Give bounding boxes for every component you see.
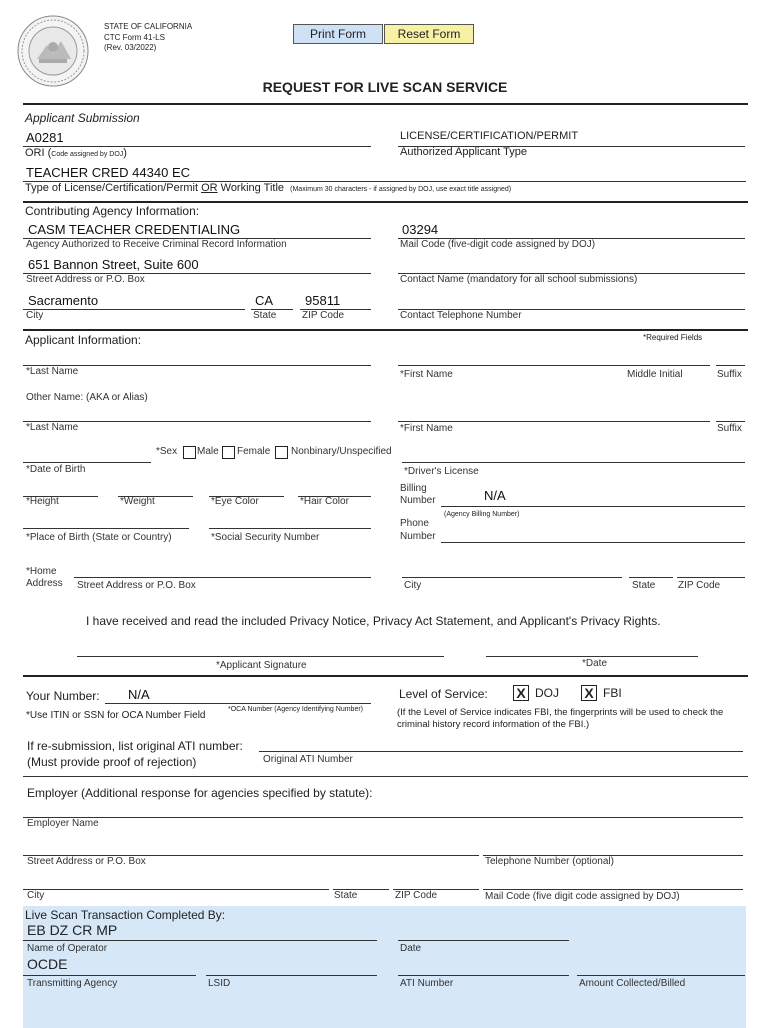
operator-name-line bbox=[23, 940, 377, 941]
signature-label: *Applicant Signature bbox=[216, 660, 307, 671]
agency-value[interactable]: CASM TEACHER CREDENTIALING bbox=[28, 222, 241, 237]
state-name: STATE OF CALIFORNIA bbox=[104, 22, 193, 31]
fbi-note-line2: criminal history record information of the FBI.) bbox=[397, 719, 590, 730]
dob-line[interactable] bbox=[23, 462, 151, 463]
height-label: *Height bbox=[26, 496, 59, 507]
ori-value[interactable]: A0281 bbox=[26, 130, 64, 145]
license-title-label: Type of License/Certification/Permit OR Working Title (Maximum 30 characters - if assigned by DOJ, use exact title assigned) bbox=[25, 182, 512, 194]
city-label: City bbox=[26, 310, 44, 321]
mail-code-label: Mail Code (five-digit code assigned by DOJ) bbox=[400, 239, 596, 250]
operator-name-value[interactable]: EB DZ CR MP bbox=[27, 922, 118, 938]
doj-label: DOJ bbox=[535, 686, 559, 700]
employer-city-line[interactable] bbox=[23, 889, 329, 890]
fbi-label: FBI bbox=[603, 686, 622, 700]
transmitting-agency-line bbox=[23, 975, 196, 976]
dob-label: *Date of Birth bbox=[26, 464, 86, 475]
doj-checkbox[interactable]: X bbox=[513, 685, 529, 701]
street-label: Street Address or P.O. Box bbox=[26, 274, 145, 285]
aka-first-name-label: *First Name bbox=[400, 423, 453, 434]
street-value[interactable]: 651 Bannon Street, Suite 600 bbox=[28, 257, 199, 272]
privacy-acknowledgement: I have received and read the included Privacy Notice, Privacy Act Statement, and Applicant's Privacy Rights. bbox=[86, 614, 661, 628]
section-divider bbox=[23, 675, 748, 677]
aka-suffix-label: Suffix bbox=[717, 423, 742, 434]
hair-color-label: *Hair Color bbox=[300, 496, 349, 507]
phone-label-line2: Number bbox=[400, 531, 436, 542]
employer-zip-label: ZIP Code bbox=[395, 890, 438, 901]
aka-last-name-label: *Last Name bbox=[26, 422, 79, 433]
section-divider bbox=[23, 776, 748, 777]
employer-heading: Employer (Additional response for agencies specified by statute): bbox=[27, 786, 373, 800]
amount-collected-line[interactable] bbox=[577, 975, 745, 976]
home-address-label-line1: *Home bbox=[26, 566, 57, 577]
billing-number-value[interactable]: N/A bbox=[484, 488, 506, 503]
last-name-label: *Last Name bbox=[26, 366, 79, 377]
eye-color-label: *Eye Color bbox=[211, 496, 259, 507]
title-divider bbox=[23, 103, 748, 105]
resubmission-label-line2: (Must provide proof of rejection) bbox=[27, 755, 197, 769]
phone-label-line1: Phone bbox=[400, 518, 429, 529]
sex-nonbinary-checkbox[interactable] bbox=[275, 446, 288, 459]
sex-label: *Sex bbox=[156, 446, 178, 457]
home-city-label: City bbox=[404, 580, 422, 591]
weight-label: *Weight bbox=[120, 496, 155, 507]
form-number: CTC Form 41-LS bbox=[104, 33, 165, 42]
home-state-label: State bbox=[632, 580, 656, 591]
suffix-line[interactable] bbox=[716, 365, 745, 366]
place-of-birth-line[interactable] bbox=[23, 528, 189, 529]
live-scan-date-label: Date bbox=[400, 943, 422, 954]
city-line bbox=[23, 309, 245, 310]
sex-female-checkbox[interactable] bbox=[222, 446, 235, 459]
applicant-type-value[interactable]: LICENSE/CERTIFICATION/PERMIT bbox=[400, 130, 579, 142]
fbi-note-line1: (If the Level of Service indicates FBI, the fingerprints will be used to check the bbox=[397, 707, 724, 718]
mail-code-value[interactable]: 03294 bbox=[402, 222, 439, 237]
signature-line[interactable] bbox=[77, 656, 444, 657]
section-divider bbox=[23, 329, 748, 331]
applicant-info-heading: Applicant Information: bbox=[25, 333, 142, 347]
original-ati-label: Original ATI Number bbox=[263, 754, 353, 765]
ori-label: ORI (Code assigned by DOJ) bbox=[25, 147, 127, 159]
aka-first-name-line[interactable] bbox=[398, 421, 710, 422]
zip-value[interactable]: 95811 bbox=[305, 293, 341, 308]
resubmission-label-line1: If re-submission, list original ATI number: bbox=[27, 739, 243, 753]
lsid-label: LSID bbox=[208, 978, 231, 989]
employer-state-label: State bbox=[334, 890, 358, 901]
sex-female-label: Female bbox=[237, 446, 271, 457]
applicant-submission-heading: Applicant Submission bbox=[25, 111, 140, 125]
state-value[interactable]: CA bbox=[255, 293, 274, 308]
required-fields-note: *Required Fields bbox=[643, 333, 703, 342]
ati-number-line[interactable] bbox=[398, 975, 569, 976]
section-divider bbox=[23, 201, 748, 203]
page-title: REQUEST FOR LIVE SCAN SERVICE bbox=[262, 79, 508, 95]
contact-name-label: Contact Name (mandatory for all school submissions) bbox=[400, 274, 638, 285]
home-state-line[interactable] bbox=[629, 577, 673, 578]
signature-date-label: *Date bbox=[582, 658, 608, 669]
home-street-line[interactable] bbox=[74, 577, 371, 578]
your-number-line bbox=[105, 703, 371, 704]
employer-name-label: Employer Name bbox=[27, 818, 99, 829]
level-of-service-label: Level of Service: bbox=[399, 687, 488, 701]
zip-label: ZIP Code bbox=[302, 310, 345, 321]
contact-phone-label: Contact Telephone Number bbox=[400, 310, 522, 321]
your-number-label: Your Number: bbox=[26, 689, 100, 703]
suffix-label: Suffix bbox=[717, 369, 742, 380]
employer-name-line[interactable] bbox=[23, 817, 743, 818]
itin-note: *Use ITIN or SSN for OCA Number Field bbox=[26, 710, 206, 721]
city-value[interactable]: Sacramento bbox=[28, 293, 99, 308]
middle-initial-label: Middle Initial bbox=[627, 369, 683, 380]
first-name-line[interactable] bbox=[398, 365, 710, 366]
billing-label-line1: Billing bbox=[400, 483, 427, 494]
lsid-line[interactable] bbox=[206, 975, 377, 976]
home-address-label-line2: Address bbox=[26, 578, 63, 589]
billing-number-note: (Agency Billing Number) bbox=[444, 511, 520, 518]
drivers-license-line[interactable] bbox=[402, 462, 745, 463]
other-name-label: Other Name: (AKA or Alias) bbox=[26, 392, 148, 403]
home-city-line[interactable] bbox=[402, 577, 622, 578]
sex-male-checkbox[interactable] bbox=[183, 446, 196, 459]
contributing-agency-heading: Contributing Agency Information: bbox=[25, 204, 200, 218]
oca-number-note: *OCA Number (Agency Identifying Number) bbox=[228, 706, 363, 713]
employer-mail-code-label: Mail Code (five digit code assigned by DOJ) bbox=[485, 891, 680, 902]
aka-suffix-line[interactable] bbox=[716, 421, 745, 422]
billing-number-line bbox=[441, 506, 745, 507]
live-scan-section bbox=[23, 906, 746, 1028]
home-street-label: Street Address or P.O. Box bbox=[77, 580, 196, 591]
fbi-checkbox[interactable]: X bbox=[581, 685, 597, 701]
amount-collected-label: Amount Collected/Billed bbox=[579, 978, 686, 989]
home-zip-line[interactable] bbox=[677, 577, 745, 578]
your-number-value[interactable]: N/A bbox=[128, 687, 150, 702]
employer-mail-code-line[interactable] bbox=[483, 889, 743, 890]
original-ati-line[interactable] bbox=[259, 751, 743, 752]
employer-phone-label: Telephone Number (optional) bbox=[485, 856, 614, 867]
agency-label: Agency Authorized to Receive Criminal Record Information bbox=[26, 239, 287, 250]
employer-city-label: City bbox=[27, 890, 45, 901]
drivers-license-label: *Driver's License bbox=[404, 466, 479, 477]
employer-street-label: Street Address or P.O. Box bbox=[27, 856, 146, 867]
home-zip-label: ZIP Code bbox=[678, 580, 721, 591]
transmitting-agency-value[interactable]: OCDE bbox=[27, 956, 68, 972]
reset-form-button[interactable]: Reset Form bbox=[384, 24, 474, 44]
ssn-line[interactable] bbox=[209, 528, 371, 529]
place-of-birth-label: *Place of Birth (State or Country) bbox=[26, 532, 172, 543]
ssn-label: *Social Security Number bbox=[211, 532, 320, 543]
sex-male-label: Male bbox=[197, 446, 219, 457]
operator-name-label: Name of Operator bbox=[27, 943, 108, 954]
phone-number-line[interactable] bbox=[441, 542, 745, 543]
billing-label-line2: Number bbox=[400, 495, 436, 506]
license-title-value[interactable]: TEACHER CRED 44340 EC bbox=[26, 165, 190, 180]
state-label: State bbox=[253, 310, 277, 321]
first-name-label: *First Name bbox=[400, 369, 453, 380]
live-scan-heading: Live Scan Transaction Completed By: bbox=[25, 908, 226, 922]
print-form-button[interactable]: Print Form bbox=[293, 24, 383, 44]
sex-nonbinary-label: Nonbinary/Unspecified bbox=[291, 446, 392, 457]
signature-date-line[interactable] bbox=[486, 656, 698, 657]
transmitting-agency-label: Transmitting Agency bbox=[27, 978, 118, 989]
california-seal-icon bbox=[17, 15, 89, 87]
form-revision: (Rev. 03/2022) bbox=[104, 43, 157, 52]
applicant-type-label: Authorized Applicant Type bbox=[400, 146, 527, 158]
ati-number-label: ATI Number bbox=[400, 978, 454, 989]
live-scan-date-line[interactable] bbox=[398, 940, 569, 941]
